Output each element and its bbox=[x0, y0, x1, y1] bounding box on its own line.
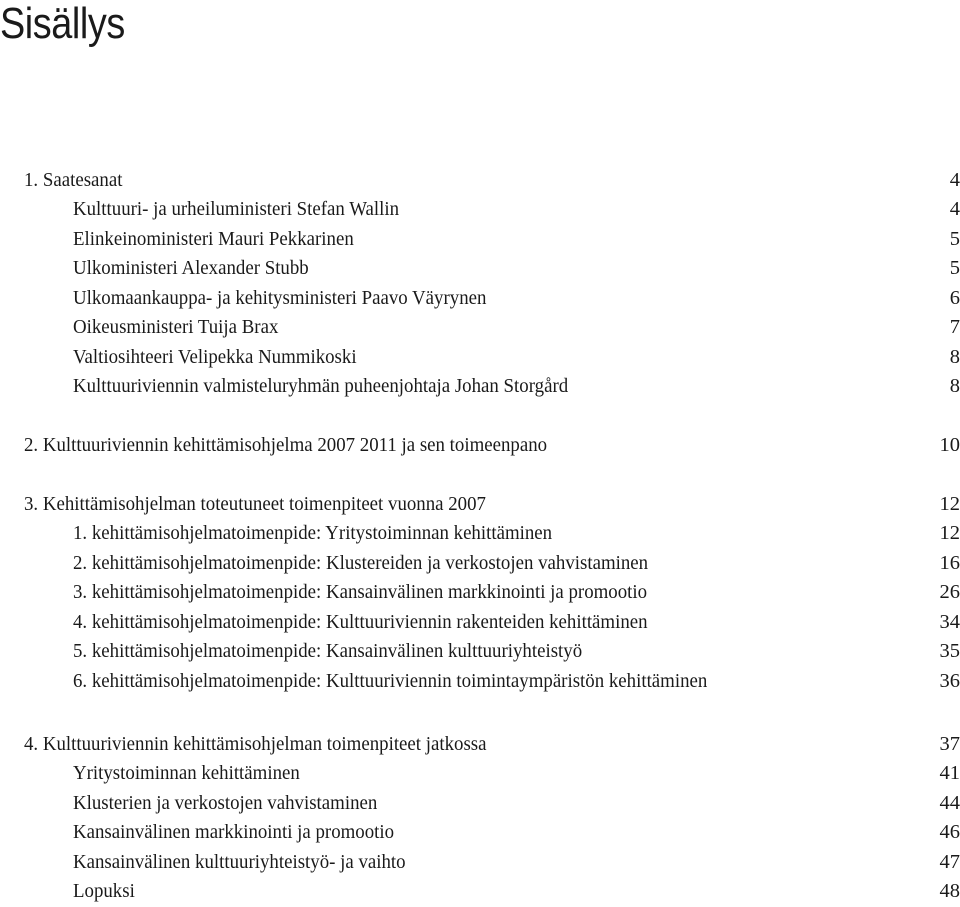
toc-page-number: 8 bbox=[949, 346, 960, 368]
toc-entry[interactable] bbox=[0, 225, 960, 253]
toc-page-number: 46 bbox=[939, 821, 960, 843]
page-title: Sisällys bbox=[0, 0, 125, 48]
toc-entry[interactable] bbox=[0, 549, 960, 577]
toc-page-number: 36 bbox=[939, 670, 960, 692]
toc-entry-label: 2. kehittämisohjelmatoimenpide: Klustereiden ja verkostojen vahvistaminen bbox=[73, 552, 649, 574]
toc-page-number: 8 bbox=[949, 375, 960, 397]
toc-entry[interactable] bbox=[0, 313, 960, 341]
toc-entry-label: Kansainvälinen markkinointi ja promootio bbox=[73, 821, 395, 843]
toc-entry[interactable] bbox=[0, 759, 960, 787]
toc-page-number: 48 bbox=[939, 880, 960, 902]
toc-page-number: 35 bbox=[939, 640, 960, 662]
toc-page-number: 4 bbox=[949, 169, 960, 191]
toc-entry-label: Yritystoiminnan kehittäminen bbox=[73, 762, 300, 784]
toc-entry[interactable] bbox=[0, 877, 960, 905]
toc-entry[interactable] bbox=[0, 519, 960, 547]
toc-entry[interactable] bbox=[0, 578, 960, 606]
toc-entry[interactable] bbox=[0, 667, 960, 695]
toc-entry-label: 2. Kulttuuriviennin kehittämisohjelma 2007 2011 ja sen toimeenpano bbox=[24, 434, 548, 456]
toc-entry-label: Klusterien ja verkostojen vahvistaminen bbox=[73, 792, 378, 814]
toc-entry-label: 5. kehittämisohjelmatoimenpide: Kansainvälinen kulttuuriyhteistyö bbox=[73, 640, 583, 662]
toc-entry[interactable] bbox=[0, 343, 960, 371]
toc-page-number: 37 bbox=[939, 733, 960, 755]
toc-entry-label: Ulkomaankauppa- ja kehitysministeri Paavo Väyrynen bbox=[73, 287, 487, 309]
toc-entry-label: Valtiosihteeri Velipekka Nummikoski bbox=[73, 346, 357, 368]
toc-entry-label: Ulkoministeri Alexander Stubb bbox=[73, 257, 309, 279]
toc-page-number: 41 bbox=[939, 762, 960, 784]
toc-page-number: 16 bbox=[939, 552, 960, 574]
toc-entry-label: Kulttuuri- ja urheiluministeri Stefan Wallin bbox=[73, 198, 400, 220]
toc-entry-label: 4. Kulttuuriviennin kehittämisohjelman toimenpiteet jatkossa bbox=[24, 733, 487, 755]
toc-page-number: 44 bbox=[939, 792, 960, 814]
toc-page-number: 5 bbox=[949, 228, 960, 250]
toc-entry-label: Elinkeinoministeri Mauri Pekkarinen bbox=[73, 228, 354, 250]
toc-page-number: 12 bbox=[939, 493, 960, 515]
toc-entry[interactable] bbox=[0, 195, 960, 223]
toc-entry[interactable] bbox=[0, 284, 960, 312]
toc-entry-label: 4. kehittämisohjelmatoimenpide: Kulttuuriviennin rakenteiden kehittäminen bbox=[73, 611, 648, 633]
toc-entry-section[interactable] bbox=[0, 431, 960, 459]
toc-page-number: 26 bbox=[939, 581, 960, 603]
toc-page-number: 10 bbox=[939, 434, 960, 456]
toc-page-number: 6 bbox=[949, 287, 960, 309]
toc-entry-label: 3. kehittämisohjelmatoimenpide: Kansainvälinen markkinointi ja promootio bbox=[73, 581, 648, 603]
toc-entry-label: Kulttuuriviennin valmisteluryhmän puheenjohtaja Johan Storgård bbox=[73, 375, 569, 397]
toc-entry-label: 3. Kehittämisohjelman toteutuneet toimenpiteet vuonna 2007 bbox=[24, 493, 486, 515]
toc-entry[interactable] bbox=[0, 372, 960, 400]
toc-page-number: 7 bbox=[949, 316, 960, 338]
toc-entry-label: Kansainvälinen kulttuuriyhteistyö- ja vaihto bbox=[73, 851, 406, 873]
toc-entry-label: 6. kehittämisohjelmatoimenpide: Kulttuuriviennin toimintaympäristön kehittäminen bbox=[73, 670, 708, 692]
toc-page-number: 12 bbox=[939, 522, 960, 544]
toc-entry[interactable] bbox=[0, 608, 960, 636]
toc-entry-label: 1. Saatesanat bbox=[24, 169, 123, 191]
toc-entry-section[interactable] bbox=[0, 730, 960, 758]
toc-entry[interactable] bbox=[0, 637, 960, 665]
toc-entry-section[interactable] bbox=[0, 166, 960, 194]
toc-page-number: 4 bbox=[949, 198, 960, 220]
toc-page-number: 5 bbox=[949, 257, 960, 279]
toc-page-number: 34 bbox=[939, 611, 960, 633]
toc-entry[interactable] bbox=[0, 254, 960, 282]
toc-entry[interactable] bbox=[0, 789, 960, 817]
toc-entry-section[interactable] bbox=[0, 490, 960, 518]
toc-entry[interactable] bbox=[0, 818, 960, 846]
toc-entry[interactable] bbox=[0, 848, 960, 876]
toc-entry-label: 1. kehittämisohjelmatoimenpide: Yritystoiminnan kehittäminen bbox=[73, 522, 553, 544]
toc-page-number: 47 bbox=[939, 851, 960, 873]
toc-entry-label: Lopuksi bbox=[73, 880, 135, 902]
toc-entry-label: Oikeusministeri Tuija Brax bbox=[73, 316, 279, 338]
